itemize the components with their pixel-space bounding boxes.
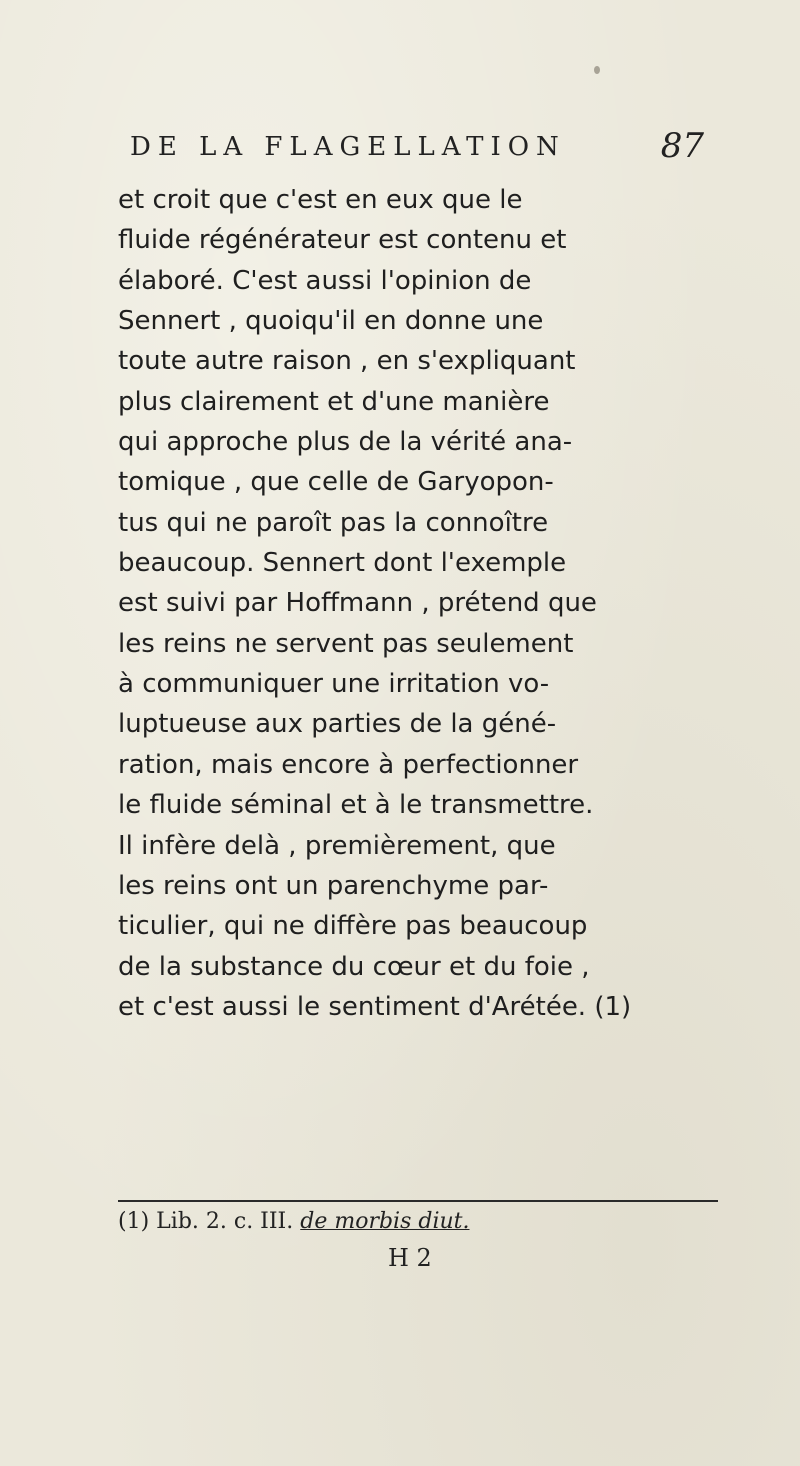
text-line: toute autre raison , en s'expliquant [118,346,576,377]
footnote-text: Lib. 2. c. III. [156,1209,294,1234]
text-line: fluide régénérateur est contenu et [118,225,567,256]
footnote-italic-title: de morbis diut. [300,1209,470,1234]
footnote [118,1204,718,1240]
text-line: le fluide séminal et à le transmettre. [118,790,594,821]
text-line: Sennert , quoiqu'il en donne une [118,306,544,337]
running-head-title: DE LA FLAGELLATION [130,132,566,162]
text-line: plus clairement et d'une manière [118,386,550,417]
running-head [130,126,710,176]
text-line: et c'est aussi le sentiment d'Arétée. (1) [118,991,632,1022]
text-line: tus qui ne paroît pas la connoître [118,507,549,538]
text-line: Il infère delà , premièrement, que [118,830,556,861]
text-line: les reins ont un parenchyme par- [118,870,549,901]
text-line: beaucoup. Sennert dont l'exemple [118,548,567,579]
text-line: à communiquer une irritation vo- [118,669,550,700]
text-line: et croit que c'est en eux que le [118,185,523,215]
signature-mark: H 2 [388,1244,432,1272]
text-line: les reins ne servent pas seulement [118,628,574,659]
text-line: luptueuse aux parties de la géné- [118,709,557,740]
text-line: tomique , que celle de Garyopon- [118,467,554,498]
text-line: ticulier, qui ne diffère pas beaucoup [118,911,588,942]
body-text [118,180,718,1027]
page-number: 87 [660,126,704,166]
text-line: de la substance du cœur et du foie , [118,951,590,982]
footnote-marker: (1) [118,1209,150,1234]
text-line: ration, mais encore à perfectionner [118,749,579,780]
ink-speck [594,66,600,74]
text-line: qui approche plus de la vérité ana- [118,427,573,458]
text-line: est suivi par Hoffmann , prétend que [118,588,597,619]
footnote-rule [118,1200,718,1202]
text-line: élaboré. C'est aussi l'opinion de [118,265,532,296]
